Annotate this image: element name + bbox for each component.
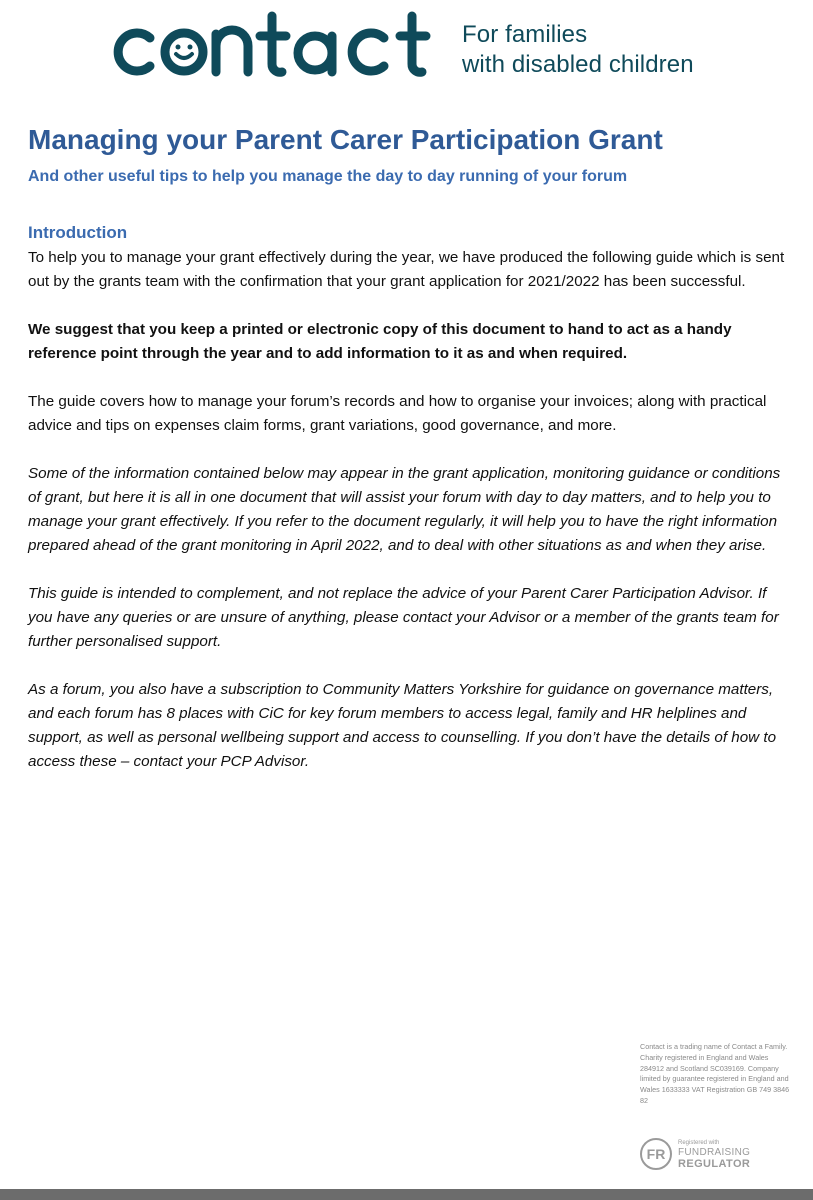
badge-registered-with: Registered with <box>678 1139 720 1146</box>
page-subtitle: And other useful tips to help you manage the day to day running of your forum <box>28 168 628 185</box>
badge-fundraising: FUNDRAISING <box>678 1146 751 1158</box>
fundraising-regulator-text <box>678 1139 750 1170</box>
paragraph-intro: To help you to manage your grant effectively during the year, we have produced the following guide which is sent out by the grants team with the confirmation that your grant application for 2021/2022 has been successful. <box>28 249 785 290</box>
bottom-scrollbar-edge <box>0 1189 813 1200</box>
fundraising-regulator-badge <box>640 1138 750 1170</box>
paragraph-complement-note: This guide is intended to complement, and not replace the advice of your Parent Carer Participation Advisor. If you have any queries or are unsure of anything, please contact your Advisor or a member of the grants team for further personalised support. <box>28 585 779 650</box>
page-title: Managing your Parent Carer Participation Grant <box>28 124 663 155</box>
paragraph-guide-covers: The guide covers how to manage your forum’s records and how to organise your invoices; along with practical advice and tips on expenses claim forms, grant variations, good governance, and more. <box>28 393 767 434</box>
section-heading-introduction: Introduction <box>28 223 128 242</box>
contact-logo <box>110 0 694 90</box>
tagline-line-1: For families <box>462 21 588 48</box>
paragraph-info-note: Some of the information contained below may appear in the grant application, monitoring guidance or conditions of grant, but here it is all in one document that will assist your forum with day to day matters, and to help you to manage your grant effectively. If you refer to the document regularly, it will help you to have the right information prepared ahead of the grant monitoring in April 2022, and to deal with other situations as and when they arise. <box>28 465 781 554</box>
paragraph-subscription-note: As a forum, you also have a subscription to Community Matters Yorkshire for guidance on governance matters, and each forum has 8 places with CiC for key forum members to access legal, family and HR helplines and support, as well as personal wellbeing support and access to counselling. If you don’t have the details of how to access these – contact your PCP Advisor. <box>28 681 777 770</box>
badge-regulator: REGULATOR <box>678 1157 751 1170</box>
paragraph-suggestion: We suggest that you keep a printed or electronic copy of this document to hand to act as a handy reference point through the year and to add information to it as and when required. <box>28 321 732 362</box>
logo-tagline <box>462 20 694 80</box>
fundraising-regulator-icon: FR <box>640 1138 672 1170</box>
legal-notice: Contact is a trading name of Contact a Family. Charity registered in England and Wales 284912 and Scotland SC039169. Company limited by guarantee registered in England and Wales 1633333 VAT Registration GB 749 3846 82 <box>640 1042 790 1105</box>
contact-wordmark-logo <box>110 0 455 84</box>
document-body <box>28 220 788 798</box>
tagline-line-2: with disabled children <box>462 51 694 78</box>
